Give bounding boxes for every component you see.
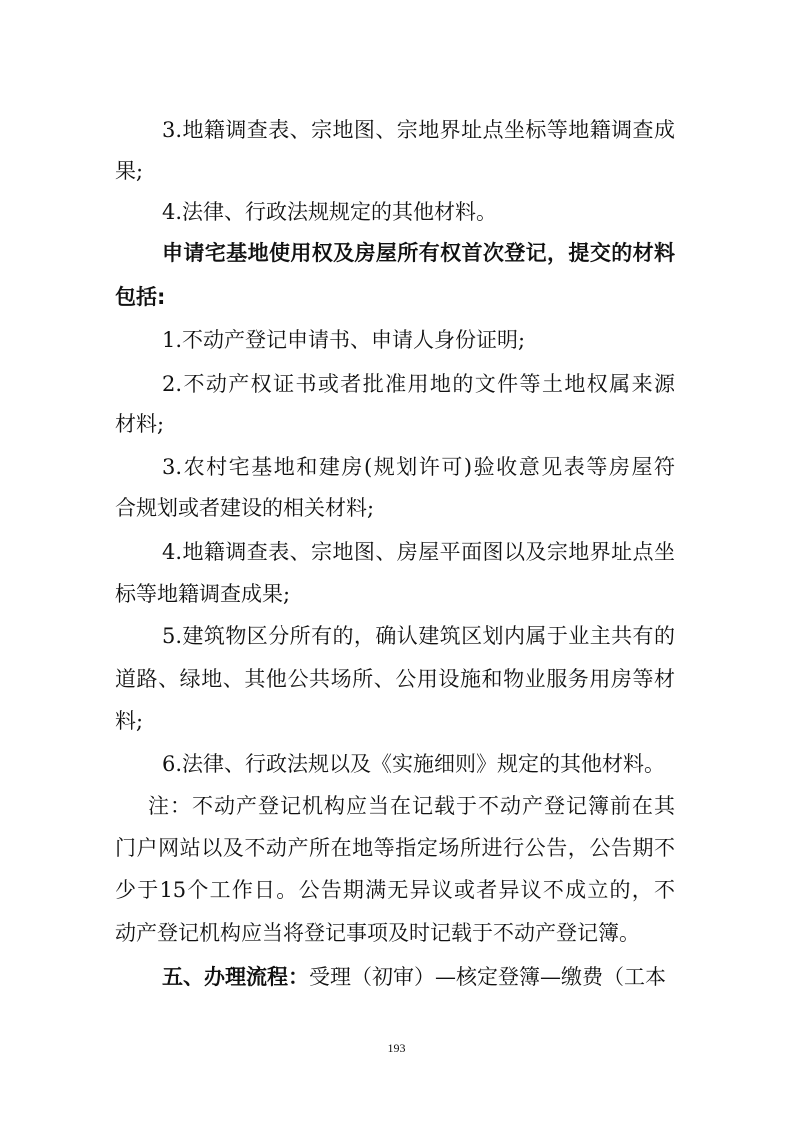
process-line: [162, 963, 675, 991]
list-item-4: 4.法律、行政法规规定的其他材料。: [162, 200, 498, 224]
section-heading-line-2: 包括:: [115, 285, 166, 309]
list-item-4b-line-2: 标等地籍调查成果;: [115, 582, 291, 606]
note-line-4: 动产登记机构应当将登记事项及时记载于不动产登记簿。: [115, 921, 640, 945]
list-item-3-line-2: 果;: [115, 159, 144, 183]
page-number: 193: [387, 1041, 406, 1055]
note-line-3: 少于15个工作日。公告期满无异议或者异议不成立的，不: [115, 878, 675, 902]
list-item-6: 6.法律、行政法规以及《实施细则》规定的其他材料。: [162, 752, 666, 776]
list-item-4b-line-1: 4.地籍调查表、宗地图、房屋平面图以及宗地界址点坐: [162, 540, 675, 564]
list-item-3b-line-1: 3.农村宅基地和建房(规划许可)验收意见表等房屋符: [162, 455, 675, 479]
list-item-3b-line-2: 合规划或者建设的相关材料;: [115, 496, 375, 520]
process-heading: 五、办理流程：: [162, 965, 309, 989]
list-item-3-line-1: 3.地籍调查表、宗地图、宗地界址点坐标等地籍调查成: [162, 118, 675, 142]
section-heading-line-1: 申请宅基地使用权及房屋所有权首次登记，提交的材料: [162, 241, 675, 265]
list-item-5-line-1: 5.建筑物区分所有的，确认建筑区划内属于业主共有的: [162, 624, 675, 648]
list-item-1: 1.不动产登记申请书、申请人身份证明;: [162, 328, 526, 352]
note-line-2: 门户网站以及不动产所在地等指定场所进行公告，公告期不: [115, 836, 675, 860]
note-line-1: 注：不动产登记机构应当在记载于不动产登记簿前在其: [148, 794, 675, 818]
process-steps: 受理（初审）—核定登簿—缴费（工本: [309, 965, 666, 989]
list-item-5-line-3: 料;: [115, 709, 144, 733]
list-item-5-line-2: 道路、绿地、其他公共场所、公用设施和物业服务用房等材: [115, 667, 675, 691]
list-item-2-line-2: 材料;: [115, 412, 165, 436]
list-item-2-line-1: 2.不动产权证书或者批准用地的文件等土地权属来源: [162, 372, 675, 396]
